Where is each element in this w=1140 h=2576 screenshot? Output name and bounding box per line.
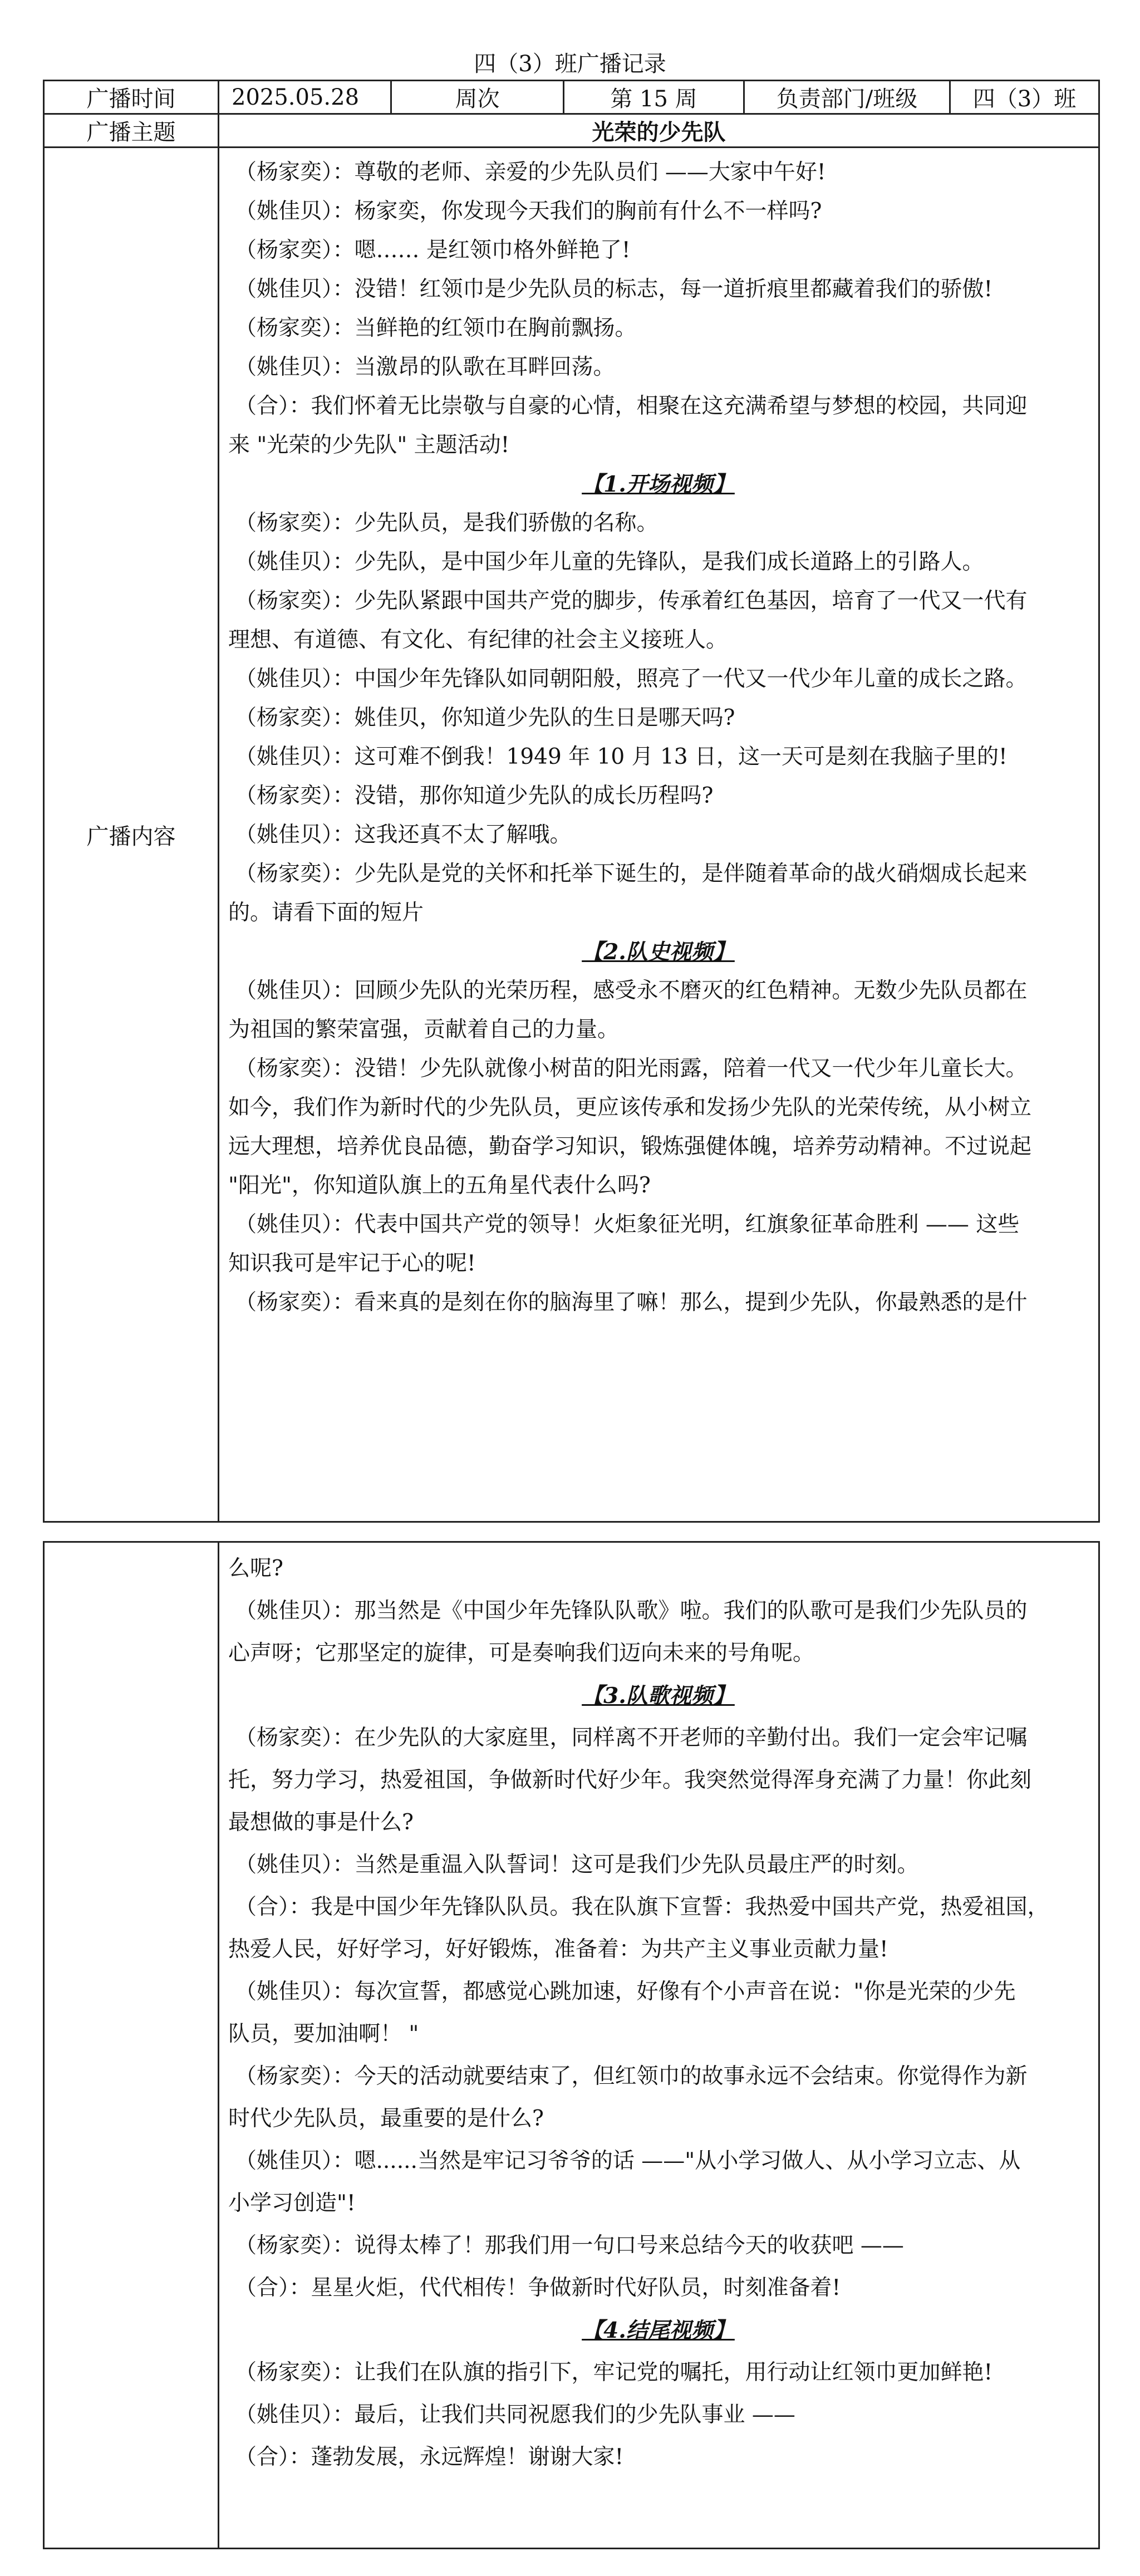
script-line: 么呢? bbox=[228, 1556, 283, 1581]
script-line: （姚佳贝）：代表中国共产党的领导！火炬象征光明，红旗象征革命胜利 —— 这些 bbox=[235, 1212, 1020, 1237]
section-heading: 【3.队歌视频】 bbox=[582, 1683, 735, 1709]
script-line: 来 "光荣的少先队" 主题活动! bbox=[228, 433, 510, 458]
section-heading: 【2.队史视频】 bbox=[582, 939, 735, 965]
script-line: 理想、有道德、有文化、有纪律的社会主义接班人。 bbox=[228, 627, 728, 652]
script-line: （杨家奕）：让我们在队旗的指引下，牢记党的嘱托，用行动让红领巾更加鲜艳! bbox=[235, 2360, 993, 2385]
script-line: （合）：我们怀着无比崇敬与自豪的心情，相聚在这充满希望与梦想的校园，共同迎 bbox=[235, 394, 1028, 419]
section-heading: 【1.开场视频】 bbox=[582, 472, 735, 497]
script-line: 热爱人民，好好学习，好好锻炼，准备着：为共产主义事业贡献力量! bbox=[228, 1937, 888, 1962]
script-line: （杨家奕）：姚佳贝，你知道少先队的生日是哪天吗? bbox=[235, 705, 735, 730]
content-label-empty bbox=[44, 1542, 219, 2549]
script-line: "阳光"，你知道队旗上的五角星代表什么吗? bbox=[228, 1173, 651, 1198]
script-line: （杨家奕）：说得太棒了！那我们用一句口号来总结今天的收获吧 —— bbox=[235, 2233, 904, 2258]
script-line: （杨家奕）：当鲜艳的红领巾在胸前飘扬。 bbox=[235, 316, 637, 341]
section-heading: 【4.结尾视频】 bbox=[582, 2318, 735, 2343]
script-line: （杨家奕）：没错，那你知道少先队的成长历程吗? bbox=[235, 783, 714, 808]
time-value: 2025.05.28 bbox=[219, 81, 391, 114]
record-table-page-1 bbox=[43, 80, 1100, 1523]
theme-row bbox=[44, 114, 1099, 148]
content-row-continued bbox=[44, 1542, 1099, 2549]
header-row bbox=[44, 81, 1099, 114]
script-line: 的。请看下面的短片 bbox=[228, 900, 424, 925]
script-line: （姚佳贝）：这可难不倒我！1949 年 10 月 13 日，这一天可是刻在我脑子里的! bbox=[235, 744, 1008, 769]
script-line: （杨家奕）：看来真的是刻在你的脑海里了嘛！那么，提到少先队，你最熟悉的是什 bbox=[235, 1290, 1028, 1315]
script-line: 如今，我们作为新时代的少先队员，更应该传承和发扬少先队的光荣传统，从小树立 bbox=[228, 1095, 1032, 1120]
script-line: 小学习创造"! bbox=[228, 2191, 356, 2216]
script-line: （姚佳贝）：当激昂的队歌在耳畔回荡。 bbox=[235, 355, 615, 380]
script-line: （合）：星星火炬，代代相传！争做新时代好队员，时刻准备着! bbox=[235, 2275, 841, 2300]
script-line: （杨家奕）：今天的活动就要结束了，但红领巾的故事永远不会结束。你觉得作为新 bbox=[235, 2064, 1028, 2089]
script-line: 最想做的事是什么? bbox=[228, 1810, 414, 1835]
script-line: 知识我可是牢记于心的呢! bbox=[228, 1251, 476, 1276]
dept-value: 四（3）班 bbox=[950, 81, 1099, 114]
week-value: 第 15 周 bbox=[564, 81, 744, 114]
script-line: 为祖国的繁荣富强，贡献着自己的力量。 bbox=[228, 1017, 620, 1042]
document-title: 四（3）班广播记录 bbox=[474, 51, 666, 77]
script-line: （姚佳贝）：杨家奕，你发现今天我们的胸前有什么不一样吗? bbox=[235, 199, 822, 224]
script-line: （姚佳贝）：那当然是《中国少年先锋队队歌》啦。我们的队歌可是我们少先队员的 bbox=[235, 1598, 1028, 1623]
script-line: （合）：蓬勃发展，永远辉煌！谢谢大家! bbox=[235, 2445, 624, 2470]
script-line: （姚佳贝）：没错！红领巾是少先队员的标志，每一道折痕里都藏着我们的骄傲! bbox=[235, 277, 993, 302]
content-body bbox=[219, 148, 1099, 1522]
time-label: 广播时间 bbox=[44, 81, 219, 114]
script-line: （杨家奕）：没错！少先队就像小树苗的阳光雨露，陪着一代又一代少年儿童长大。 bbox=[235, 1056, 1028, 1081]
dept-label: 负责部门/班级 bbox=[744, 81, 950, 114]
content-label: 广播内容 bbox=[44, 148, 219, 1522]
script-line: （杨家奕）：少先队员，是我们骄傲的名称。 bbox=[235, 511, 659, 536]
script-line: （姚佳贝）：回顾少先队的光荣历程，感受永不磨灭的红色精神。无数少先队员都在 bbox=[235, 978, 1028, 1003]
script-line: （杨家奕）：少先队紧跟中国共产党的脚步，传承着红色基因，培育了一代又一代有 bbox=[235, 588, 1028, 614]
script-line: （杨家奕）：尊敬的老师、亲爱的少先队员们 ——大家中午好! bbox=[235, 160, 826, 185]
week-label: 周次 bbox=[391, 81, 564, 114]
content-row bbox=[44, 148, 1099, 1522]
script-line: （姚佳贝）：这我还真不太了解哦。 bbox=[235, 822, 572, 847]
script-line: （杨家奕）：在少先队的大家庭里，同样离不开老师的辛勤付出。我们一定会牢记嘱 bbox=[235, 1725, 1028, 1750]
script-line: 远大理想，培养优良品德，勤奋学习知识，锻炼强健体魄，培养劳动精神。不过说起 bbox=[228, 1134, 1032, 1159]
theme-value: 光荣的少先队 bbox=[219, 114, 1099, 148]
script-line: 托，努力学习，热爱祖国，争做新时代好少年。我突然觉得浑身充满了力量！你此刻 bbox=[228, 1768, 1032, 1793]
script-line: （姚佳贝）：少先队，是中国少年儿童的先锋队，是我们成长道路上的引路人。 bbox=[235, 549, 984, 575]
script-line: （姚佳贝）：中国少年先锋队如同朝阳般，照亮了一代又一代少年儿童的成长之路。 bbox=[235, 666, 1028, 691]
content-body-continued bbox=[219, 1542, 1099, 2549]
script-line: 队员，要加油啊！ " bbox=[228, 2021, 419, 2047]
script-line: （杨家奕）：嗯…… 是红领巾格外鲜艳了! bbox=[235, 238, 631, 263]
script-line: （姚佳贝）：每次宣誓，都感觉心跳加速，好像有个小声音在说："你是光荣的少先 bbox=[235, 1979, 1016, 2004]
script-line: （姚佳贝）：嗯......当然是牢记习爷爷的话 ——"从小学习做人、从小学习立志、从 bbox=[235, 2148, 1021, 2173]
script-line: （姚佳贝）：当然是重温入队誓词！这可是我们少先队员最庄严的时刻。 bbox=[235, 1852, 919, 1877]
script-line: （合）：我是中国少年先锋队队员。我在队旗下宣誓：我热爱中国共产党，热爱祖国， bbox=[235, 1895, 1049, 1920]
script-line: （杨家奕）：少先队是党的关怀和托举下诞生的，是伴随着革命的战火硝烟成长起来 bbox=[235, 861, 1028, 886]
script-line: （姚佳贝）：最后，让我们共同祝愿我们的少先队事业 —— bbox=[235, 2402, 795, 2427]
record-table-page-2 bbox=[43, 1541, 1100, 2549]
theme-label: 广播主题 bbox=[44, 114, 219, 148]
script-line: 时代少先队员，最重要的是什么? bbox=[228, 2106, 544, 2131]
script-line: 心声呀；它那坚定的旋律，可是奏响我们迈向未来的号角呢。 bbox=[228, 1641, 815, 1666]
